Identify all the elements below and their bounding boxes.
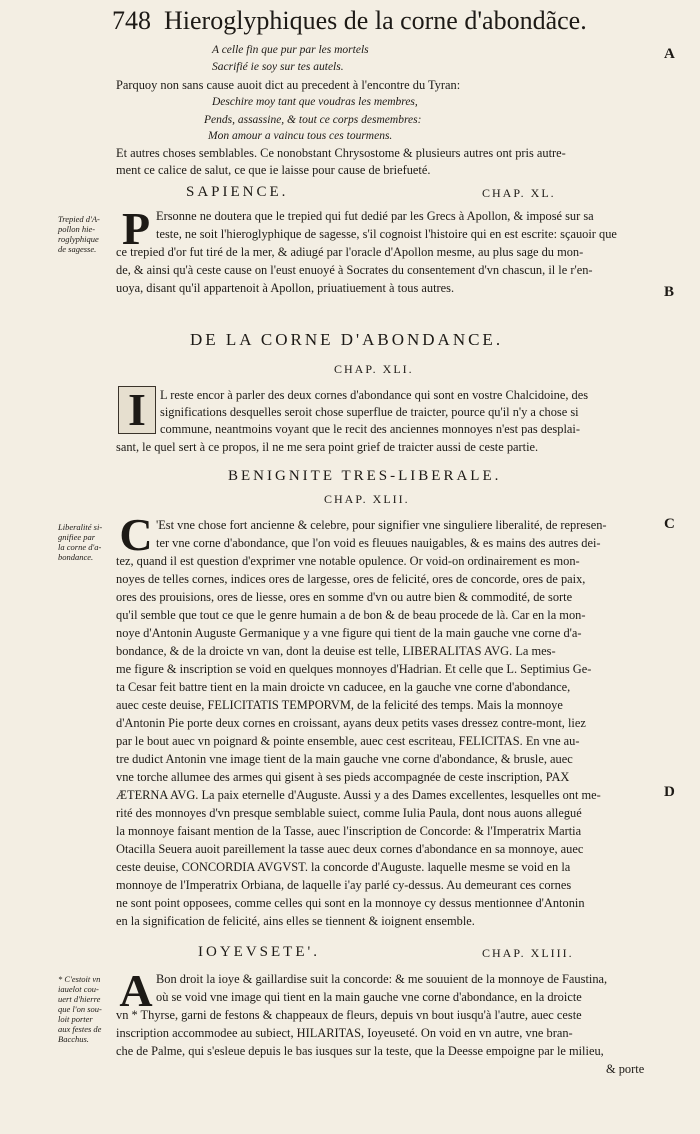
paragraph-line: vne torche allumee des armes qui gisent à ses pieds accompagnée de ceste inscription, PAX (116, 770, 570, 784)
verse-line: Pends, assassine, & tout ce corps desmembres: (204, 114, 422, 126)
paragraph-line: ment ce calice de salut, ce que ie laisse pour cause de briefueté. (116, 163, 431, 177)
paragraph-line: me figure & inscription se void en quelques monnoyes d'Hadrian. Et celle que L. Septimius Ge- (116, 662, 592, 676)
paragraph-line: ce trepied d'or fut tiré de la mer, & adiugé par l'oracle d'Apollon mesme, au plus sage du mon- (116, 245, 584, 259)
sidenote-line: de sagesse. (58, 244, 97, 254)
verse-line: Deschire moy tant que voudras les membres, (212, 96, 418, 108)
verse-line: A celle fin que pur par les mortels (212, 44, 369, 56)
sidenote-line: Liberalité si- (58, 522, 103, 532)
sidenote-line: pollon hie- (58, 224, 96, 234)
paragraph-line: uoya, disant qu'il appartenoit à Apollon, priuatiuement à tous autres. (116, 281, 455, 295)
drop-cap-p: P (121, 203, 151, 254)
section-title-corne: DE LA CORNE D'ABONDANCE. (190, 330, 504, 349)
paragraph-line: où se void vne image qui tient en la main gauche vne corne d'abondance, en la droicte (156, 990, 582, 1004)
paragraph-line: auec ceste deuise, FELICITATIS TEMPORVM, de la felicité des temps. Mais la monnoye (116, 698, 563, 712)
paragraph-line: ceste deuise, CONCORDIA AVGVST. la concorde d'Auguste. laquelle mesme se void en la (116, 860, 571, 874)
chapter-label: CHAP. XLIII. (482, 946, 574, 960)
chapter-label: CHAP. XLII. (324, 492, 410, 506)
paragraph-line: commune, neantmoins voyant que le recit des anciennes monnoyes n'est pas desplai- (160, 422, 580, 436)
paragraph-line: inscription accommodee au subiect, HILARITAS, Ioyeuseté. On void en vn autre, vne bran- (116, 1026, 573, 1040)
section-title-benignite: BENIGNITE TRES-LIBERALE. (228, 468, 502, 484)
paragraph-line: la monnoye faisant mention de la Tasse, auec l'inscription de Concorde: & l'Imperatrix Martia (116, 824, 582, 838)
paragraph-line: par le bout auec vn poignard & pointe ensemble, auec cest escriteau, FELICITAS. En vne au- (116, 734, 580, 748)
paragraph-line: de, & ainsi qu'à ceste cause on l'eust enuoyé à Socrates du consentement d'vn chascun, il le r'en- (116, 263, 593, 277)
paragraph-line: Parquoy non sans cause auoit dict au precedent à l'encontre du Tyran: (116, 78, 461, 92)
sidenote-line: roglyphique (58, 234, 99, 244)
chapter-label: CHAP. XL. (482, 186, 556, 200)
sidenote-line: iauelot cou- (58, 984, 99, 994)
sidenote-line: bondance. (58, 552, 94, 562)
paragraph-line: qu'il semble que tout ce que le genre humain a de bon & de beau procede de là. Car en la mon- (116, 608, 586, 622)
sidenote-line: aux festes de (58, 1024, 102, 1034)
paragraph-line: ter vne corne d'abondance, que l'on void es fleuues nauigables, & es mains des autres dei- (156, 536, 601, 550)
sidenote-ioye (58, 974, 116, 1044)
catchword: & porte (606, 1062, 645, 1076)
paragraph-line: monnoye de l'Imperatrix Orbiana, de laquelle i'ay parlé cy-dessus. Au demeurant ces cornes (116, 878, 572, 892)
running-title: Hieroglyphiques de la corne d'abondãce. (164, 6, 587, 35)
chapter-label: CHAP. XLI. (334, 362, 414, 376)
paragraph-line: Otacilla Seuera auoit pareillement la tasse auec deux cornes d'abondance en sa monnoye, auec (116, 842, 584, 856)
sidenote-benignite (58, 522, 116, 562)
paragraph-line: significations desquelles seroit chose superflue de traicter, pource qu'il n'y a chose si (160, 405, 579, 419)
paragraph-line: rité des monnoyes d'vn presque semblable suiect, comme Iulia Paula, dont nous auons allegué (116, 806, 582, 820)
margin-letter-b: B (664, 284, 675, 300)
sidenote-line: que l'on sou- (58, 1004, 102, 1014)
verse-line: Sacrifié ie soy sur tes autels. (212, 61, 344, 73)
margin-letter-c: C (664, 516, 675, 532)
drop-cap-i: I (118, 386, 156, 434)
paragraph-line: tez, quand il est question d'exprimer vne notable opulence. Or void-on ordinairement es mon- (116, 554, 580, 568)
paragraph-line: ta Cesar feit battre tient en la main droicte vn caducee, en la gauche vne corne d'abondance, (116, 680, 571, 694)
section-title-sapience: SAPIENCE. (186, 184, 289, 200)
drop-cap-c: C (119, 509, 153, 560)
paragraph-line: Bon droit la ioye & gaillardise suit la concorde: & me souuient de la monnoye de Faustina, (156, 972, 608, 986)
sidenote-line: * C'estoit vn (58, 974, 101, 984)
section-title-ioyevsete: IOYEVSETE'. (198, 944, 320, 960)
drop-cap-a: A (119, 965, 153, 1016)
margin-letter-d: D (664, 784, 675, 800)
sidenote-line: uert d'hierre (58, 994, 101, 1004)
sidenote-line: gnifiee par (58, 532, 96, 542)
paragraph-line: d'Antonin Pie porte deux cornes en croissant, ayans deux petits vases dressez contre-mont, liez (116, 716, 586, 730)
sidenote-line: loit porter (58, 1014, 93, 1024)
sidenote-line: la corne d'a- (58, 542, 102, 552)
paragraph-line: ÆTERNA AVG. La paix eternelle d'Auguste. Aussi y a des Dames excellentes, lesquelles ont me- (116, 788, 601, 802)
verse-line: Mon amour a vaincu tous ces tourmens. (208, 130, 393, 142)
paragraph-line: bondance, & de la droicte vn van, dont la deuise est telle, LIBERALITAS AVG. La mes- (116, 644, 556, 658)
paragraph-line: L reste encor à parler des deux cornes d'abondance qui sont en vostre Chalcidoine, des (160, 388, 589, 402)
sidenote-sapience (58, 214, 116, 254)
paragraph-line: noye d'Antonin Auguste Germanique y a vne figure qui tient de la main gauche vne corne d'a- (116, 626, 582, 640)
paragraph-line: en la signification de felicité, ains elles se tiennent & ioignent ensemble. (116, 914, 475, 928)
paragraph-line: tre dudict Antonin vne image tient de la main gauche vne corne d'abondance, & brusle, auec (116, 752, 573, 766)
paragraph-line: sant, le quel sert à ce propos, il ne me sera point grief de traicter aussi de ceste partie. (116, 440, 539, 454)
page-header (112, 4, 672, 40)
sidenote-line: Trepied d'A- (58, 214, 100, 224)
paragraph-line: ores des prouisions, ores de liesse, ores en somme d'vn ou autre bien & commodité, de sorte (116, 590, 573, 604)
paragraph-line: teste, ne soit l'hieroglyphique de sagesse, s'il cognoist l'histoire qui en est escrite: sçauoir que (156, 227, 617, 241)
paragraph-line: 'Est vne chose fort ancienne & celebre, pour signifier vne singuliere liberalité, de represen- (156, 518, 607, 532)
paragraph-line: ne sont point opposees, comme celles qui sont en la monnoye cy dessus mentionnee d'Antonin (116, 896, 585, 910)
paragraph-line: vn * Thyrse, garni de festons & chappeaux de fleurs, depuis vn bout iusqu'à l'autre, auec ceste (116, 1008, 582, 1022)
paragraph-line: Ersonne ne doutera que le trepied qui fut dedié par les Grecs à Apollon, & imposé sur sa (156, 209, 594, 223)
page-number: 748 (112, 6, 151, 35)
paragraph-line: Et autres choses semblables. Ce nonobstant Chrysostome & plusieurs autres ont pris autre- (116, 146, 566, 160)
paragraph-line: che de Palme, qui s'esleue depuis le bas iusques sur la teste, que la Deesse empoigne par le milieu, (116, 1044, 604, 1058)
sidenote-line: Bacchus. (58, 1034, 89, 1044)
margin-letter-a: A (664, 46, 675, 62)
paragraph-line: noyes de telles cornes, indices ores de largesse, ores de felicité, ores de concorde, ores de paix, (116, 572, 586, 586)
